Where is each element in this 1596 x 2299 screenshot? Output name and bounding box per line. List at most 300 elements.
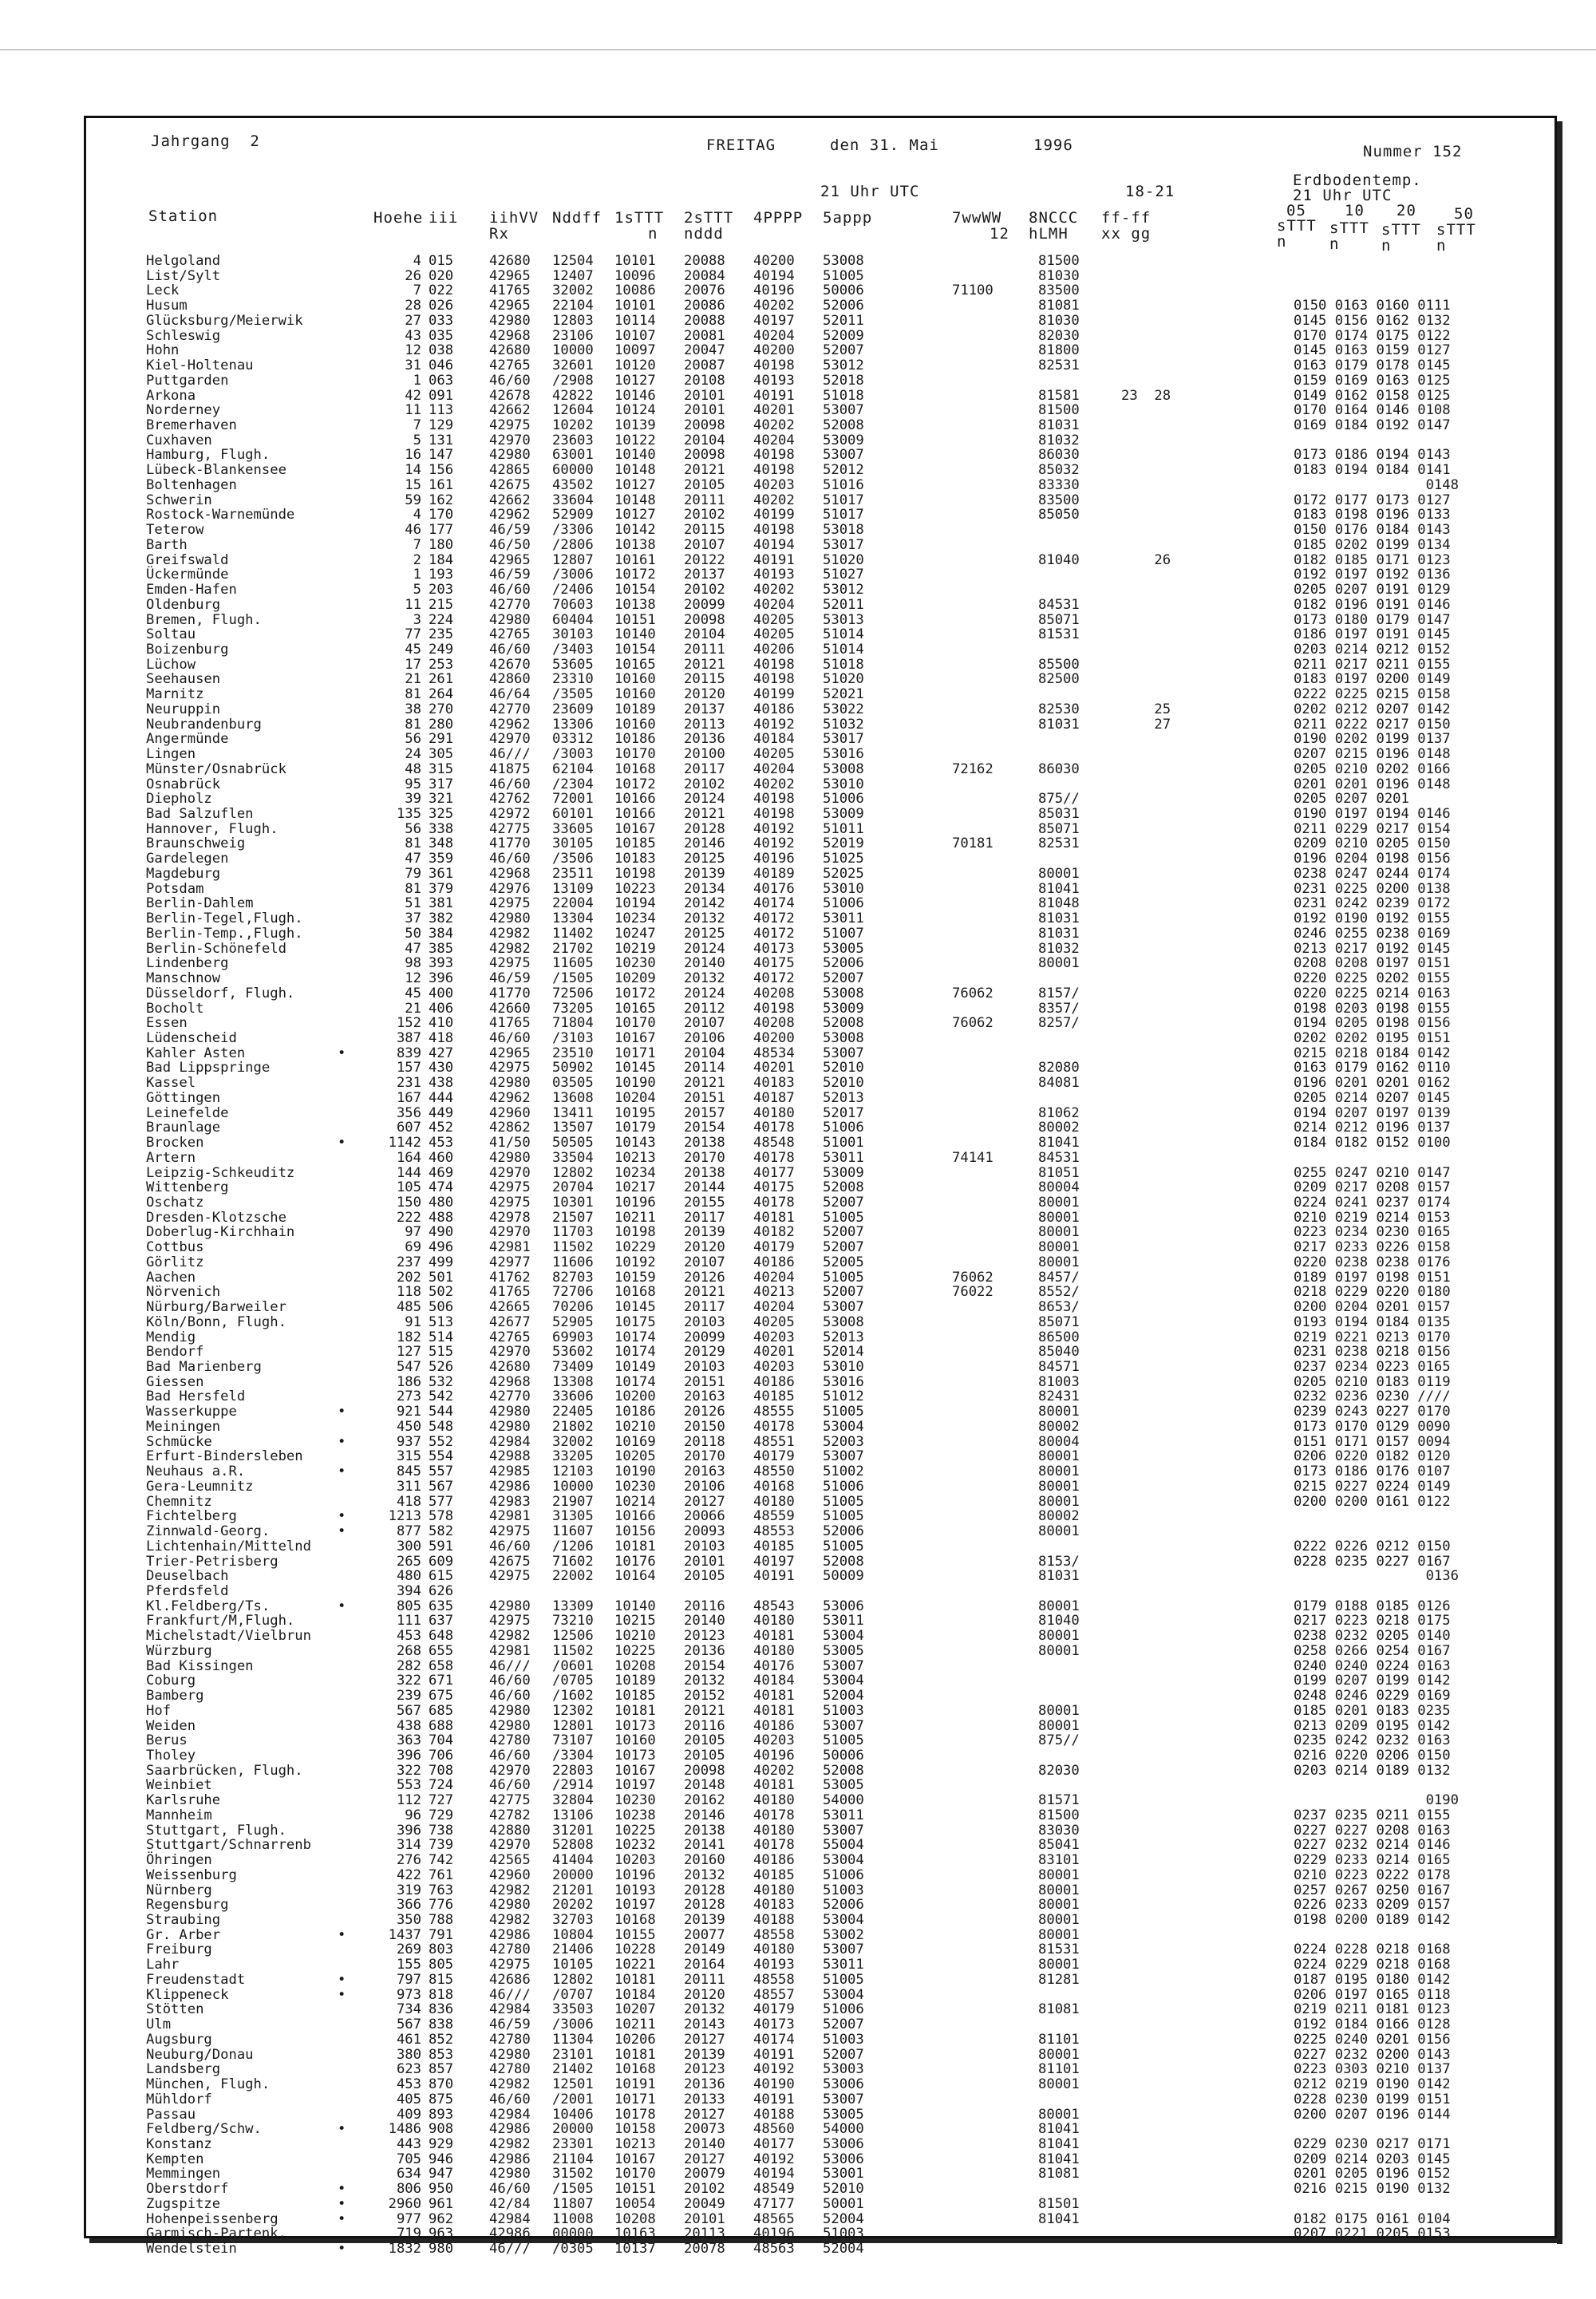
- station-name: Michelstadt/Vielbrun: [146, 1628, 311, 1645]
- group-2sttt: 20164: [684, 1957, 725, 1973]
- group-8nccc: 81032: [1038, 940, 1080, 957]
- group-1sttt: 10181: [614, 2046, 656, 2063]
- group-nddff: 10000: [552, 1478, 594, 1495]
- group-iihvv: 46///: [489, 746, 531, 763]
- group-1sttt: 10166: [614, 791, 656, 808]
- group-nddff: 82703: [552, 1269, 594, 1286]
- group-nddff: 23310: [552, 671, 594, 688]
- group-1sttt: 10156: [614, 1523, 656, 1540]
- group-5appp: 52006: [823, 1897, 864, 1914]
- group-4pppp: 40205: [753, 1313, 795, 1330]
- elevation: 845: [396, 1464, 421, 1480]
- group-8nccc: 81571: [1038, 1792, 1080, 1809]
- table-row: [0, 1733, 1556, 1748]
- group-5appp: 53007: [823, 1657, 864, 1674]
- group-1sttt: 10198: [614, 1224, 656, 1241]
- soil-temperatures: 0229 0230 0217 0171: [1294, 2135, 1451, 2152]
- group-iihvv: 42770: [489, 1388, 531, 1405]
- group-5appp: 51025: [823, 851, 864, 867]
- group-nddff: 13608: [552, 1089, 594, 1106]
- group-nddff: 20704: [552, 1179, 594, 1196]
- group-8nccc: 86030: [1038, 760, 1080, 777]
- soil-temperatures: 0209 0214 0203 0145: [1294, 2151, 1451, 2167]
- group-8nccc: 80001: [1038, 1628, 1080, 1645]
- group-2sttt: 20132: [684, 1866, 725, 1883]
- soil-temperatures: 0210 0219 0214 0153: [1294, 1209, 1451, 1226]
- station-name: Bad Hersfeld: [146, 1388, 246, 1405]
- station-name: Feldberg/Schw.: [146, 2121, 262, 2138]
- station-id: 961: [429, 2195, 454, 2212]
- soil-temperatures: 0170 0164 0146 0108: [1294, 402, 1451, 419]
- soil-temperatures: 0258 0266 0254 0167: [1294, 1642, 1451, 1659]
- group-5appp: 52011: [823, 596, 864, 613]
- group-iihvv: 46/59: [489, 2017, 531, 2033]
- soil-temperatures: 0199 0207 0199 0142: [1294, 1673, 1451, 1689]
- station-id: 852: [429, 2031, 454, 2048]
- group-8nccc: 84081: [1038, 1075, 1080, 1092]
- soil-temperatures: 0237 0235 0211 0155: [1294, 1807, 1451, 1823]
- group-iihvv: 42670: [489, 656, 531, 673]
- group-4pppp: 40191: [753, 2091, 795, 2107]
- group-5appp: 51017: [823, 492, 864, 508]
- group-4pppp: 40204: [753, 1269, 795, 1286]
- group-nddff: 11402: [552, 925, 594, 942]
- col-4pppp: 4PPPP: [753, 209, 804, 227]
- group-4pppp: 40198: [753, 671, 795, 688]
- group-8nccc: 81531: [1038, 1942, 1080, 1958]
- group-8nccc: 80001: [1038, 1404, 1080, 1420]
- group-4pppp: 40183: [753, 1075, 795, 1092]
- group-nddff: 31201: [552, 1822, 594, 1839]
- group-4pppp: 40180: [753, 1792, 795, 1809]
- station-id: 444: [429, 1089, 454, 1106]
- group-2sttt: 20105: [684, 1568, 725, 1585]
- table-row: [0, 1330, 1556, 1345]
- group-1sttt: 10163: [614, 2226, 656, 2242]
- group-4pppp: 48559: [753, 1508, 795, 1525]
- group-8nccc: 80001: [1038, 1957, 1080, 1973]
- table-row: [0, 1644, 1556, 1659]
- elevation: 387: [396, 1029, 421, 1046]
- group-8nccc: 81003: [1038, 1373, 1080, 1390]
- group-iihvv: 46/60: [489, 372, 531, 389]
- station-id: 453: [429, 1135, 454, 1151]
- group-1sttt: 10164: [614, 1568, 656, 1585]
- group-4pppp: 40185: [753, 1388, 795, 1405]
- group-2sttt: 20140: [684, 1613, 725, 1629]
- group-5appp: 52025: [823, 865, 864, 882]
- station-name: Weissenburg: [146, 1866, 237, 1883]
- station-name: Kiel-Holtenau: [146, 357, 254, 374]
- depth-50: 50: [1454, 205, 1474, 223]
- soil-temperatures: 0257 0267 0250 0167: [1294, 1882, 1451, 1898]
- station-id: 177: [429, 522, 454, 539]
- elevation: 2960: [388, 2195, 421, 2212]
- elevation: 4: [413, 507, 421, 523]
- group-2sttt: 20146: [684, 1807, 725, 1823]
- group-8nccc: 85032: [1038, 462, 1080, 479]
- elevation: 182: [396, 1329, 421, 1345]
- group-4pppp: 40202: [753, 1762, 795, 1779]
- group-8nccc: 85050: [1038, 507, 1080, 523]
- group-2sttt: 20117: [684, 760, 725, 777]
- soil-temperatures: 0186 0197 0191 0145: [1294, 626, 1451, 643]
- group-2sttt: 20093: [684, 1523, 725, 1540]
- group-5appp: 53007: [823, 1045, 864, 1061]
- soil-temperatures: 0232 0236 0230 ////: [1294, 1388, 1451, 1405]
- group-5appp: 52019: [823, 835, 864, 852]
- soil-temperatures: 0231 0242 0239 0172: [1294, 895, 1451, 912]
- soil-temperatures: 0240 0240 0224 0163: [1294, 1657, 1451, 1674]
- table-row: [0, 2032, 1556, 2048]
- station-id: 490: [429, 1224, 454, 1241]
- table-row: [0, 1988, 1556, 2003]
- group-1sttt: 10140: [614, 447, 656, 464]
- group-1sttt: 10160: [614, 1732, 656, 1749]
- group-nddff: 12604: [552, 402, 594, 419]
- soil-temperatures: 0226 0233 0209 0157: [1294, 1897, 1451, 1914]
- station-name: Freiburg: [146, 1942, 212, 1958]
- soil-temperatures: 0238 0232 0205 0140: [1294, 1628, 1451, 1645]
- group-nddff: /3403: [552, 641, 594, 658]
- group-2sttt: 20123: [684, 2061, 725, 2078]
- group-2sttt: 20139: [684, 1224, 725, 1241]
- table-row: [0, 2182, 1556, 2197]
- group-1sttt: 10211: [614, 1209, 656, 1226]
- group-8nccc: 80002: [1038, 1418, 1080, 1435]
- table-row: [0, 254, 1556, 269]
- table-row: [0, 1285, 1556, 1300]
- table-row: [0, 2152, 1556, 2167]
- col-8nccc: 8NCCC: [1029, 209, 1079, 227]
- soil-col-sttt-50: sTTT: [1436, 221, 1476, 239]
- group-1sttt: 10174: [614, 1329, 656, 1345]
- station-id: 253: [429, 656, 454, 673]
- station-id: 384: [429, 925, 454, 942]
- group-1sttt: 10166: [614, 1508, 656, 1525]
- soil-temperatures: 0216 0215 0190 0132: [1294, 2181, 1451, 2198]
- group-1sttt: 10186: [614, 731, 656, 748]
- group-4pppp: 40177: [753, 2135, 795, 2152]
- group-5appp: 51018: [823, 656, 864, 673]
- group-2sttt: 20123: [684, 1628, 725, 1645]
- table-row: [0, 1016, 1556, 1031]
- group-2sttt: 20149: [684, 1942, 725, 1958]
- group-1sttt: 10197: [614, 1777, 656, 1794]
- mountain-station-marker-icon: •: [338, 1464, 346, 1480]
- group-4pppp: 40213: [753, 1284, 795, 1301]
- group-2sttt: 20138: [684, 1822, 725, 1839]
- group-5appp: 53010: [823, 776, 864, 792]
- group-8nccc: 82500: [1038, 671, 1080, 688]
- station-id: 609: [429, 1553, 454, 1570]
- table-row: [0, 1748, 1556, 1764]
- group-2sttt: 20142: [684, 895, 725, 912]
- group-5appp: 52013: [823, 1089, 864, 1106]
- station-id: 129: [429, 417, 454, 434]
- group-4pppp: 40208: [753, 985, 795, 1001]
- group-nddff: 10301: [552, 1194, 594, 1211]
- group-8nccc: 82531: [1038, 357, 1080, 374]
- soil-temperatures: 0228 0235 0227 0167: [1294, 1553, 1451, 1570]
- soil-col-sub-20: n: [1381, 237, 1392, 255]
- table-row: [0, 807, 1556, 822]
- table-row: [0, 523, 1556, 538]
- station-name: Hannover, Flugh.: [146, 820, 279, 837]
- table-row: [0, 1479, 1556, 1495]
- group-nddff: /0601: [552, 1657, 594, 1674]
- table-row: [0, 1629, 1556, 1644]
- group-4pppp: 40203: [753, 1359, 795, 1376]
- station-id: 591: [429, 1538, 454, 1554]
- station-id: 857: [429, 2061, 454, 2078]
- soil-temperatures: 0235 0242 0232 0163: [1294, 1732, 1451, 1749]
- group-8nccc: 81031: [1038, 1568, 1080, 1585]
- elevation: 7: [413, 536, 421, 553]
- soil-temperatures: 0151 0171 0157 0094: [1294, 1433, 1451, 1450]
- group-8nccc: 83500: [1038, 492, 1080, 508]
- group-2sttt: 20120: [684, 1239, 725, 1256]
- group-4pppp: 48557: [753, 1986, 795, 2003]
- table-row: [0, 1375, 1556, 1390]
- station-id: 501: [429, 1269, 454, 1286]
- elevation: 461: [396, 2031, 421, 2048]
- group-4pppp: 40181: [753, 1777, 795, 1794]
- group-iihvv: 42962: [489, 1089, 531, 1106]
- group-1sttt: 10168: [614, 1912, 656, 1929]
- table-row: [0, 463, 1556, 478]
- group-8nccc: 80001: [1038, 1523, 1080, 1540]
- group-1sttt: 10210: [614, 1628, 656, 1645]
- group-2sttt: 20103: [684, 1313, 725, 1330]
- table-row: [0, 836, 1556, 851]
- group-2sttt: 20144: [684, 1179, 725, 1196]
- soil-temperatures: 0222 0225 0215 0158: [1294, 686, 1451, 703]
- group-2sttt: 20137: [684, 701, 725, 717]
- soil-temperatures: 0194 0205 0198 0156: [1294, 1015, 1451, 1032]
- group-2sttt: 20163: [684, 1388, 725, 1405]
- group-2sttt: 20138: [684, 1135, 725, 1151]
- station-name: Wasserkuppe: [146, 1404, 237, 1420]
- group-5appp: 53018: [823, 522, 864, 539]
- group-2sttt: 20115: [684, 671, 725, 688]
- group-2sttt: 20140: [684, 955, 725, 972]
- mountain-station-marker-icon: •: [338, 2181, 346, 2198]
- group-8nccc: 81800: [1038, 342, 1080, 359]
- group-iihvv: 46/59: [489, 567, 531, 583]
- station-name: Nürburg/Barweiler: [146, 1299, 286, 1316]
- group-4pppp: 40196: [753, 2226, 795, 2242]
- group-2sttt: 20128: [684, 1882, 725, 1898]
- group-8nccc: 81500: [1038, 253, 1080, 269]
- group-nddff: /1602: [552, 1688, 594, 1704]
- table-row: [0, 1464, 1556, 1479]
- group-iihvv: 42980: [489, 1897, 531, 1914]
- station-name: Bendorf: [146, 1344, 204, 1361]
- table-row: [0, 1957, 1556, 1973]
- soil-temperatures: 0206 0220 0182 0120: [1294, 1448, 1451, 1465]
- group-iihvv: 42977: [489, 1254, 531, 1270]
- station-id: 291: [429, 731, 454, 748]
- col-2sttt-sub: nddd: [684, 225, 724, 243]
- station-id: 270: [429, 701, 454, 717]
- table-row: [0, 2048, 1556, 2063]
- mountain-station-marker-icon: •: [338, 1523, 346, 1540]
- group-iihvv: 46/60: [489, 582, 531, 598]
- group-8nccc: 80001: [1038, 1448, 1080, 1465]
- group-8nccc: 83330: [1038, 476, 1080, 493]
- group-5appp: 52006: [823, 1523, 864, 1540]
- group-5appp: 52004: [823, 2241, 864, 2258]
- soil-temperatures: 0210 0223 0222 0178: [1294, 1866, 1451, 1883]
- group-nddff: 23609: [552, 701, 594, 717]
- group-nddff: 13106: [552, 1807, 594, 1823]
- table-row: [0, 1793, 1556, 1808]
- station-id: 688: [429, 1717, 454, 1734]
- group-2sttt: 20101: [684, 1553, 725, 1570]
- group-nddff: /3003: [552, 746, 594, 763]
- group-iihvv: 42984: [489, 2106, 531, 2123]
- station-id: 315: [429, 760, 454, 777]
- group-nddff: /3006: [552, 567, 594, 583]
- station-id: 729: [429, 1807, 454, 1823]
- group-2sttt: 20066: [684, 1508, 725, 1525]
- table-row: [0, 1614, 1556, 1629]
- station-name: Berlin-Tegel,Flugh.: [146, 911, 303, 927]
- group-5appp: 51032: [823, 716, 864, 733]
- group-4pppp: 40168: [753, 1478, 795, 1495]
- group-iihvv: 42985: [489, 1464, 531, 1480]
- col-iii: iii: [429, 209, 459, 227]
- station-name: Aachen: [146, 1269, 196, 1286]
- station-name: Manschnow: [146, 970, 221, 987]
- soil-temperatures: 0202 0202 0195 0151: [1294, 1029, 1451, 1046]
- elevation: 96: [405, 1807, 421, 1823]
- group-nddff: 11304: [552, 2031, 594, 2048]
- elevation: 152: [396, 1015, 421, 1032]
- group-8nccc: 85500: [1038, 656, 1080, 673]
- group-4pppp: 40178: [753, 1194, 795, 1211]
- group-4pppp: 40186: [753, 1852, 795, 1869]
- group-1sttt: 10198: [614, 865, 656, 882]
- station-name: Neubrandenburg: [146, 716, 262, 733]
- group-2sttt: 20113: [684, 2226, 725, 2242]
- elevation: 69: [405, 1239, 421, 1256]
- group-nddff: /3103: [552, 1029, 594, 1046]
- group-4pppp: 40178: [753, 1837, 795, 1854]
- group-iihvv: 42981: [489, 1642, 531, 1659]
- station-name: Bad Salzuflen: [146, 806, 254, 822]
- group-1sttt: 10139: [614, 417, 656, 434]
- group-4pppp: 48558: [753, 1971, 795, 1988]
- group-4pppp: 40196: [753, 282, 795, 299]
- elevation: 11: [405, 596, 421, 613]
- group-nddff: 73409: [552, 1359, 594, 1376]
- group-nddff: 03505: [552, 1075, 594, 1092]
- group-8nccc: 82030: [1038, 1762, 1080, 1779]
- group-1sttt: 10097: [614, 342, 656, 359]
- table-row: [0, 1076, 1556, 1091]
- group-1sttt: 10142: [614, 522, 656, 539]
- station-name: Nörvenich: [146, 1284, 221, 1301]
- group-4pppp: 40188: [753, 2106, 795, 2123]
- group-5appp: 53011: [823, 1807, 864, 1823]
- table-row: [0, 762, 1556, 777]
- group-2sttt: 20151: [684, 1089, 725, 1106]
- table-row: [0, 851, 1556, 867]
- station-id: 626: [429, 1582, 454, 1599]
- group-2sttt: 20100: [684, 746, 725, 763]
- group-4pppp: 40196: [753, 1748, 795, 1764]
- group-1sttt: 10114: [614, 312, 656, 329]
- elevation: 144: [396, 1164, 421, 1181]
- elevation: 222: [396, 1209, 421, 1226]
- station-name: Lüchow: [146, 656, 196, 673]
- station-id: 325: [429, 806, 454, 822]
- soil-temperatures: 0179 0188 0185 0126: [1294, 1598, 1451, 1614]
- group-5appp: 52004: [823, 2210, 864, 2227]
- group-4pppp: 48550: [753, 1464, 795, 1480]
- group-iihvv: 42984: [489, 2001, 531, 2018]
- group-nddff: 50505: [552, 1135, 594, 1151]
- soil-temperatures: 0211 0222 0217 0150: [1294, 716, 1451, 733]
- soil-temperatures: 0183 0197 0200 0149: [1294, 671, 1451, 688]
- group-nddff: 11502: [552, 1642, 594, 1659]
- group-iihvv: 41765: [489, 282, 531, 299]
- station-name: Kempten: [146, 2151, 204, 2167]
- group-iihvv: 42982: [489, 1882, 531, 1898]
- wind-range-label: 18-21: [1125, 183, 1175, 200]
- group-1sttt: 10137: [614, 2241, 656, 2258]
- group-iihvv: 42662: [489, 492, 531, 508]
- group-nddff: 70206: [552, 1299, 594, 1316]
- group-4pppp: 40198: [753, 522, 795, 539]
- group-nddff: /2406: [552, 582, 594, 598]
- group-nddff: 52905: [552, 1313, 594, 1330]
- station-name: Gr. Arber: [146, 1926, 221, 1943]
- group-nddff: /2001: [552, 2091, 594, 2107]
- group-nddff: 21402: [552, 2061, 594, 2078]
- group-iihvv: 42770: [489, 596, 531, 613]
- station-id: 980: [429, 2241, 454, 2258]
- group-7wwww: 70181: [952, 835, 994, 852]
- station-id: 393: [429, 955, 454, 972]
- group-iihvv: 42980: [489, 312, 531, 329]
- station-id: 739: [429, 1837, 454, 1854]
- group-nddff: 23106: [552, 327, 594, 344]
- group-iihvv: 42982: [489, 2076, 531, 2093]
- group-2sttt: 20118: [684, 1433, 725, 1450]
- group-1sttt: 10205: [614, 1448, 656, 1465]
- group-1sttt: 10207: [614, 2001, 656, 2018]
- soil-temperatures: 0192 0190 0192 0155: [1294, 911, 1451, 927]
- station-id: 400: [429, 985, 454, 1001]
- group-2sttt: 20101: [684, 402, 725, 419]
- group-1sttt: 10167: [614, 1762, 656, 1779]
- group-4pppp: 40200: [753, 1029, 795, 1046]
- group-1sttt: 10211: [614, 2017, 656, 2033]
- station-id: 038: [429, 342, 454, 359]
- depth-20: 20: [1396, 202, 1416, 219]
- group-nddff: 13109: [552, 880, 594, 897]
- group-8nccc: 80001: [1038, 955, 1080, 972]
- station-name: Passau: [146, 2106, 196, 2123]
- station-name: Dresden-Klotzsche: [146, 1209, 286, 1226]
- station-name: Barth: [146, 536, 188, 553]
- station-name: Hof: [146, 1702, 172, 1719]
- station-name: Braunlage: [146, 1120, 221, 1136]
- table-row: [0, 2242, 1556, 2257]
